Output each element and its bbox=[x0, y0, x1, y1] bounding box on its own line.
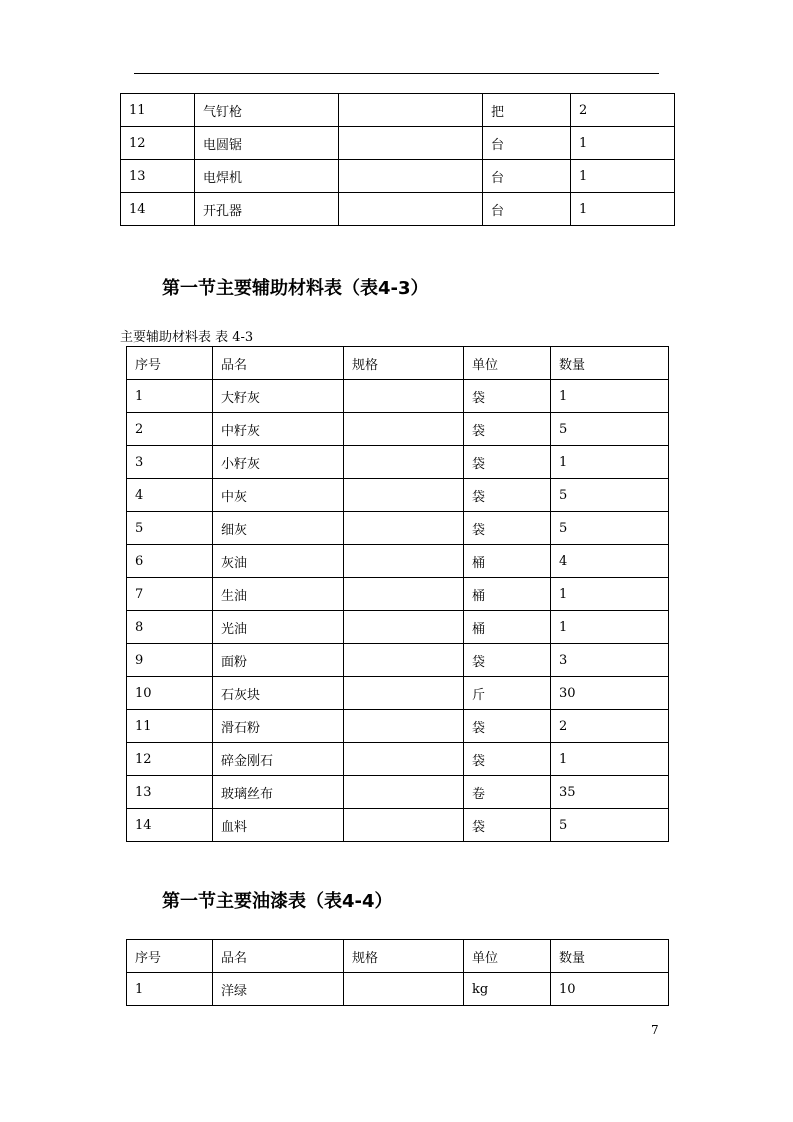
table-row bbox=[127, 446, 669, 479]
cell-quantity: 2 bbox=[551, 710, 669, 743]
cell-unit: 袋 bbox=[464, 743, 551, 776]
cell-name: 气钉枪 bbox=[195, 94, 339, 127]
table-row bbox=[127, 677, 669, 710]
cell-unit: 袋 bbox=[464, 809, 551, 842]
header-cell-name: 品名 bbox=[213, 347, 344, 380]
cell-quantity: 5 bbox=[551, 512, 669, 545]
paint-table-head bbox=[127, 940, 669, 973]
cell-quantity: 30 bbox=[551, 677, 669, 710]
table-row bbox=[127, 611, 669, 644]
cell-spec bbox=[344, 611, 464, 644]
table-row bbox=[127, 578, 669, 611]
cell-index: 10 bbox=[127, 677, 213, 710]
cell-unit: 袋 bbox=[464, 479, 551, 512]
cell-index: 5 bbox=[127, 512, 213, 545]
table-row bbox=[127, 644, 669, 677]
cell-index: 4 bbox=[127, 479, 213, 512]
table-row bbox=[127, 743, 669, 776]
header-cell-quantity: 数量 bbox=[551, 940, 669, 973]
header-cell-unit: 单位 bbox=[464, 347, 551, 380]
cell-quantity: 10 bbox=[551, 973, 669, 1006]
cell-index: 12 bbox=[127, 743, 213, 776]
cell-spec bbox=[339, 127, 483, 160]
header-cell-spec: 规格 bbox=[344, 940, 464, 973]
cell-unit: kg bbox=[464, 973, 551, 1006]
aux-materials-caption: 主要辅助材料表 表 4-3 bbox=[120, 330, 254, 345]
tools-table bbox=[120, 93, 675, 226]
cell-name: 开孔器 bbox=[195, 193, 339, 226]
cell-index: 11 bbox=[121, 94, 195, 127]
header-cell-unit: 单位 bbox=[464, 940, 551, 973]
cell-unit: 桶 bbox=[464, 578, 551, 611]
cell-index: 9 bbox=[127, 644, 213, 677]
table-row bbox=[127, 380, 669, 413]
table-row bbox=[127, 545, 669, 578]
page-number: 7 bbox=[651, 1023, 659, 1037]
cell-unit: 卷 bbox=[464, 776, 551, 809]
table-row bbox=[121, 127, 675, 160]
cell-spec bbox=[344, 677, 464, 710]
cell-spec bbox=[344, 743, 464, 776]
cell-quantity: 3 bbox=[551, 644, 669, 677]
cell-quantity: 1 bbox=[551, 578, 669, 611]
cell-index: 7 bbox=[127, 578, 213, 611]
cell-name: 碎金刚石 bbox=[213, 743, 344, 776]
table-header-row bbox=[127, 347, 669, 380]
cell-quantity: 4 bbox=[551, 545, 669, 578]
header-rule bbox=[134, 73, 659, 74]
cell-index: 13 bbox=[127, 776, 213, 809]
cell-spec bbox=[344, 710, 464, 743]
cell-quantity: 1 bbox=[571, 193, 675, 226]
cell-name: 血料 bbox=[213, 809, 344, 842]
aux-materials-table-head bbox=[127, 347, 669, 380]
table-row bbox=[127, 710, 669, 743]
header-cell-spec: 规格 bbox=[344, 347, 464, 380]
header-cell-index: 序号 bbox=[127, 347, 213, 380]
cell-name: 石灰块 bbox=[213, 677, 344, 710]
cell-unit: 袋 bbox=[464, 446, 551, 479]
aux-materials-table bbox=[126, 346, 669, 842]
cell-name: 电焊机 bbox=[195, 160, 339, 193]
cell-index: 6 bbox=[127, 545, 213, 578]
cell-quantity: 1 bbox=[551, 611, 669, 644]
cell-unit: 台 bbox=[483, 160, 571, 193]
cell-unit: 袋 bbox=[464, 644, 551, 677]
cell-name: 大籽灰 bbox=[213, 380, 344, 413]
cell-quantity: 5 bbox=[551, 809, 669, 842]
cell-spec bbox=[344, 545, 464, 578]
cell-unit: 桶 bbox=[464, 611, 551, 644]
cell-unit: 袋 bbox=[464, 380, 551, 413]
header-cell-name: 品名 bbox=[213, 940, 344, 973]
cell-index: 13 bbox=[121, 160, 195, 193]
cell-spec bbox=[339, 193, 483, 226]
cell-spec bbox=[344, 512, 464, 545]
cell-unit: 袋 bbox=[464, 710, 551, 743]
table-row bbox=[121, 94, 675, 127]
cell-quantity: 35 bbox=[551, 776, 669, 809]
cell-index: 14 bbox=[127, 809, 213, 842]
cell-index: 14 bbox=[121, 193, 195, 226]
table-row bbox=[121, 160, 675, 193]
table-row bbox=[127, 479, 669, 512]
cell-spec bbox=[344, 479, 464, 512]
cell-name: 玻璃丝布 bbox=[213, 776, 344, 809]
paint-heading: 第一节主要油漆表（表4-4） bbox=[162, 891, 393, 912]
cell-unit: 台 bbox=[483, 193, 571, 226]
cell-index: 12 bbox=[121, 127, 195, 160]
cell-name: 灰油 bbox=[213, 545, 344, 578]
cell-name: 电圆锯 bbox=[195, 127, 339, 160]
cell-spec bbox=[344, 578, 464, 611]
cell-unit: 斤 bbox=[464, 677, 551, 710]
paint-table bbox=[126, 939, 669, 1006]
cell-quantity: 1 bbox=[571, 127, 675, 160]
cell-quantity: 1 bbox=[551, 380, 669, 413]
table-row bbox=[127, 809, 669, 842]
cell-quantity: 5 bbox=[551, 413, 669, 446]
aux-materials-table-body bbox=[127, 380, 669, 842]
cell-name: 光油 bbox=[213, 611, 344, 644]
table-row bbox=[121, 193, 675, 226]
cell-name: 细灰 bbox=[213, 512, 344, 545]
cell-name: 生油 bbox=[213, 578, 344, 611]
cell-spec bbox=[339, 160, 483, 193]
cell-name: 小籽灰 bbox=[213, 446, 344, 479]
cell-unit: 袋 bbox=[464, 413, 551, 446]
paint-table-body bbox=[127, 973, 669, 1006]
cell-index: 8 bbox=[127, 611, 213, 644]
cell-spec bbox=[344, 413, 464, 446]
table-row bbox=[127, 512, 669, 545]
table-row bbox=[127, 973, 669, 1006]
cell-quantity: 1 bbox=[571, 160, 675, 193]
cell-unit: 袋 bbox=[464, 512, 551, 545]
cell-spec bbox=[344, 446, 464, 479]
cell-spec bbox=[344, 644, 464, 677]
cell-name: 中灰 bbox=[213, 479, 344, 512]
cell-index: 3 bbox=[127, 446, 213, 479]
table-header-row bbox=[127, 940, 669, 973]
cell-index: 1 bbox=[127, 380, 213, 413]
header-cell-quantity: 数量 bbox=[551, 347, 669, 380]
table-row bbox=[127, 413, 669, 446]
cell-name: 中籽灰 bbox=[213, 413, 344, 446]
cell-index: 11 bbox=[127, 710, 213, 743]
cell-unit: 桶 bbox=[464, 545, 551, 578]
cell-spec bbox=[344, 809, 464, 842]
cell-quantity: 2 bbox=[571, 94, 675, 127]
cell-index: 2 bbox=[127, 413, 213, 446]
cell-quantity: 1 bbox=[551, 446, 669, 479]
cell-quantity: 1 bbox=[551, 743, 669, 776]
cell-name: 滑石粉 bbox=[213, 710, 344, 743]
cell-name: 洋绿 bbox=[213, 973, 344, 1006]
tools-table-body bbox=[121, 94, 675, 226]
table-row bbox=[127, 776, 669, 809]
cell-spec bbox=[344, 776, 464, 809]
cell-name: 面粉 bbox=[213, 644, 344, 677]
cell-unit: 台 bbox=[483, 127, 571, 160]
header-cell-index: 序号 bbox=[127, 940, 213, 973]
cell-spec bbox=[344, 973, 464, 1006]
cell-spec bbox=[344, 380, 464, 413]
cell-index: 1 bbox=[127, 973, 213, 1006]
cell-spec bbox=[339, 94, 483, 127]
cell-unit: 把 bbox=[483, 94, 571, 127]
cell-quantity: 5 bbox=[551, 479, 669, 512]
aux-materials-heading: 第一节主要辅助材料表（表4-3） bbox=[162, 278, 429, 299]
